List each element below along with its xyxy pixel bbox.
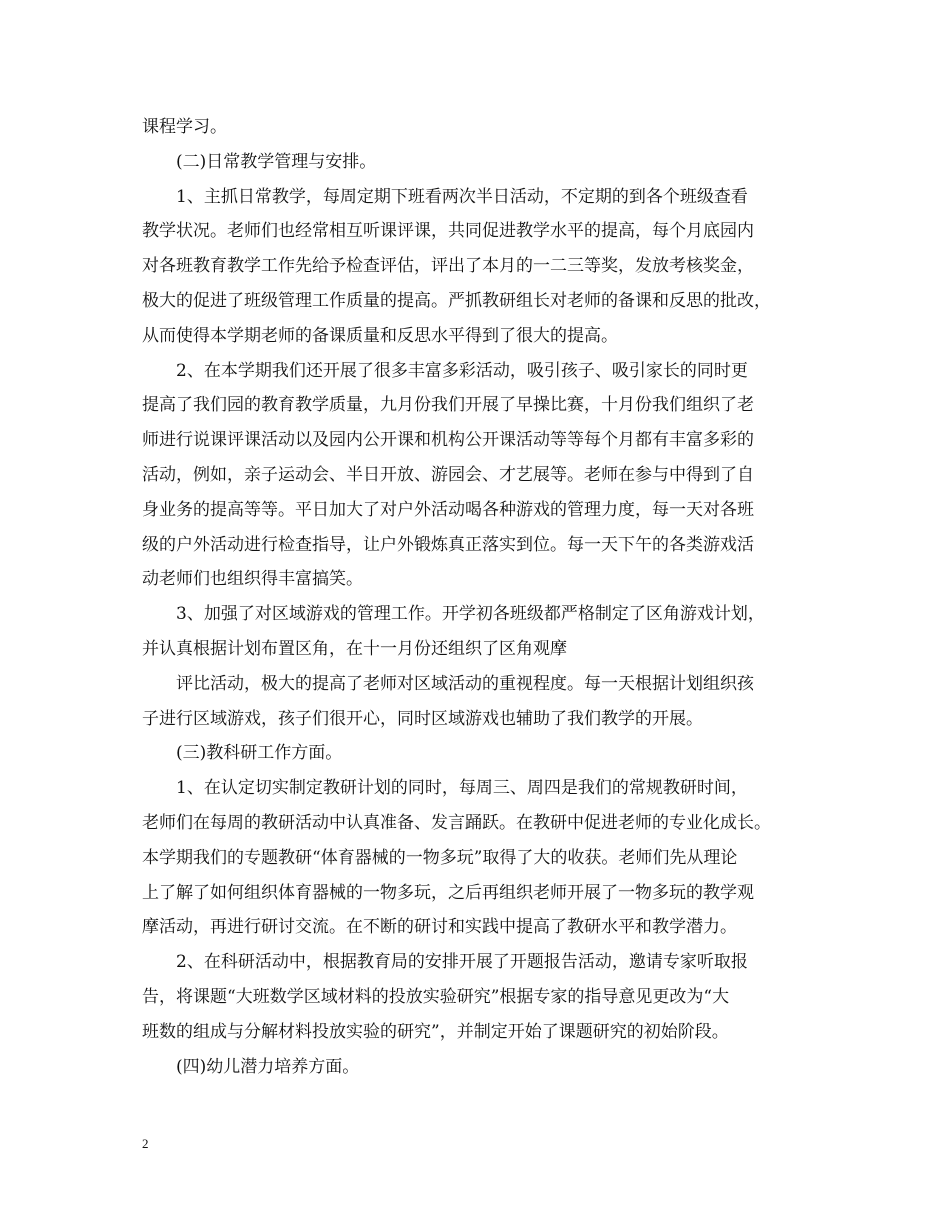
section-heading: (三)教科研工作方面。 (176, 743, 343, 764)
text-line: 2、在本学期我们还开展了很多丰富多彩活动，吸引孩子、吸引家长的同时更 (176, 360, 748, 381)
text-line: 教学状况。老师们也经常相互听课评课，共同促进教学水平的提高，每个月底园内 (142, 221, 754, 242)
text-line: 级的户外活动进行检查指导，让户外锻炼真正落实到位。每一天下午的各类游戏活 (142, 534, 754, 555)
text-line: 并认真根据计划布置区角，在十一月份还组织了区角观摩 (142, 638, 567, 659)
text-line: 师进行说课评课活动以及园内公开课和机构公开课活动等等每个月都有丰富多彩的 (142, 430, 754, 451)
text-line: 子进行区域游戏，孩子们很开心，同时区域游戏也辅助了我们教学的开展。 (142, 708, 703, 729)
page-number: 2 (142, 1136, 149, 1151)
text-line: 告，将课题“大班数学区域材料的投放实验研究”根据专家的指导意见更改为“大 (142, 986, 730, 1007)
text-line: 从而使得本学期老师的备课质量和反思水平得到了很大的提高。 (142, 325, 618, 346)
text-line: 摩活动，再进行研讨交流。在不断的研讨和实践中提高了教研水平和教学潜力。 (142, 917, 737, 938)
text-line: 上了解了如何组织体育器械的一物多玩，之后再组织老师开展了一物多玩的教学观 (142, 882, 754, 903)
section-heading: (二)日常教学管理与安排。 (176, 151, 377, 172)
text-line: 本学期我们的专题教研“体育器械的一物多玩”取得了大的收获。老师们先从理论 (142, 847, 738, 868)
text-line: 动老师们也组织得丰富搞笑。 (142, 569, 363, 590)
text-line: 极大的促进了班级管理工作质量的提高。严抓教研组长对老师的备课和反思的批改， (142, 290, 771, 311)
text-line: 1、主抓日常教学，每周定期下班看两次半日活动，不定期的到各个班级查看 (176, 186, 748, 207)
text-line: 活动，例如，亲子运动会、半日开放、游园会、才艺展等。老师在参与中得到了自 (142, 464, 754, 485)
section-heading: (四)幼儿潜力培养方面。 (176, 1056, 360, 1077)
text-line: 提高了我们园的教育教学质量，九月份我们开展了早操比赛，十月份我们组织了老 (142, 395, 754, 416)
text-line: 对各班教育教学工作先给予检查评估，评出了本月的一二三等奖，发放考核奖金， (142, 256, 754, 277)
text-line: 2、在科研活动中，根据教育局的安排开展了开题报告活动，邀请专家听取报 (176, 952, 748, 973)
text-line: 1、在认定切实制定教研计划的同时，每周三、周四是我们的常规教研时间， (176, 778, 748, 799)
text-line: 评比活动，极大的提高了老师对区域活动的重视程度。每一天根据计划组织孩 (176, 673, 754, 694)
text-line: 3、加强了对区域游戏的管理工作。开学初各班级都严格制定了区角游戏计划， (176, 604, 765, 625)
text-line: 班数的组成与分解材料投放实验的研究”，并制定开始了课题研究的初始阶段。 (142, 1021, 729, 1042)
text-line: 老师们在每周的教研活动中认真准备、发言踊跃。在教研中促进老师的专业化成长。 (142, 812, 771, 833)
text-line: 身业务的提高等等。平日加大了对户外活动喝各种游戏的管理力度，每一天对各班 (142, 499, 754, 520)
text-line: 课程学习。 (142, 117, 227, 137)
body-text (142, 110, 812, 1084)
